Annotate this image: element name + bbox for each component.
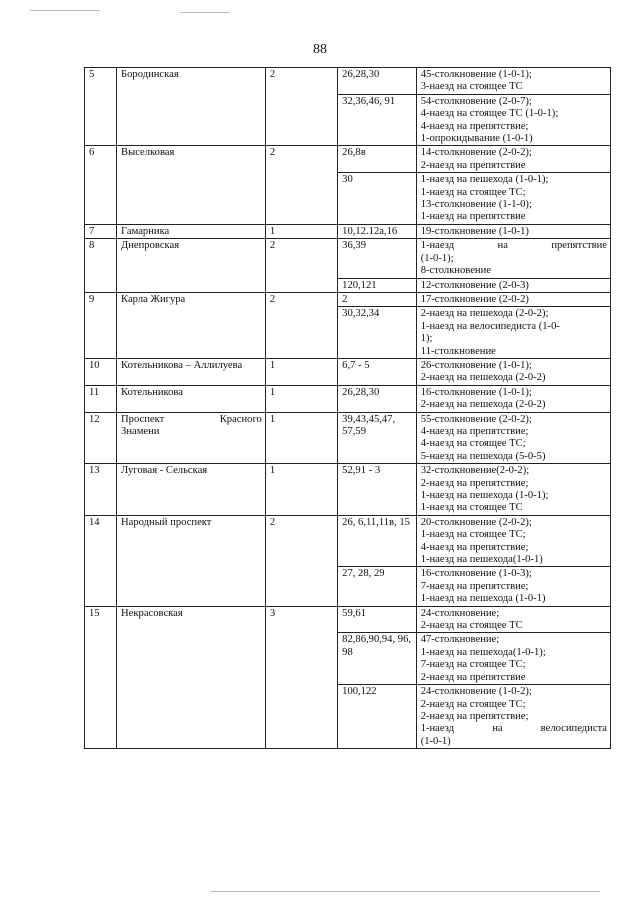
house-numbers-cell: 52,91 - 3 — [338, 464, 417, 516]
lanes-count-cell: 2 — [265, 239, 337, 293]
accident-event-line: 12-столкновение (2-0-3) — [420, 279, 529, 291]
street-name-cell — [117, 464, 266, 516]
scan-artifact-top — [30, 10, 100, 11]
accident-events-cell — [416, 633, 610, 685]
accident-event-line: 20-столкновение (2-0-2); — [420, 516, 532, 528]
accident-event-line: 1-наезд на велосипедиста (1-0- — [420, 320, 560, 332]
accident-events-cell — [416, 68, 610, 95]
accident-event-line: 1-наезд на пешехода(1-0-1); — [420, 646, 546, 658]
accident-event-line: 4-наезд на препятствие; — [420, 541, 529, 553]
table-row — [85, 412, 611, 464]
accident-event-line: 1-опрокидывание (1-0-1) — [420, 133, 533, 145]
house-numbers-cell: 6,7 - 5 — [338, 358, 417, 385]
lanes-count-cell: 1 — [265, 385, 337, 412]
accident-event-line: 1-наезд на стоящее ТС; — [420, 186, 526, 198]
accident-events-cell — [416, 173, 610, 225]
scan-artifact-top-right — [180, 12, 230, 13]
row-number-cell: 7 — [85, 224, 117, 238]
table-row — [85, 515, 611, 567]
accident-events-cell — [416, 464, 610, 516]
accident-table-body — [85, 68, 611, 749]
accident-event-line: 4-наезд на стоящее ТС (1-0-1); — [420, 108, 559, 120]
accident-event-line: 16-столкновение (1-0-3); — [420, 568, 532, 580]
accident-events-cell — [416, 515, 610, 567]
accident-event-line: 1-наезд на пешехода (1-0-1) — [420, 593, 546, 605]
accident-event-line: (1-0-1) — [420, 735, 451, 747]
accident-events-cell — [416, 224, 610, 238]
table-row — [85, 606, 611, 633]
street-name-cell — [117, 68, 266, 146]
accident-events-cell — [416, 358, 610, 385]
lanes-count-cell: 3 — [265, 606, 337, 748]
street-name-line: Бородинская — [121, 69, 179, 80]
street-name-cell — [117, 292, 266, 358]
street-name-line: Выселковая — [121, 147, 175, 159]
table-row — [85, 239, 611, 278]
accident-event-line: 2-наезд на препятствие — [420, 671, 526, 683]
accident-event-line: 3-наезд на стоящее ТС — [420, 81, 523, 93]
accident-event-line: 1-наезд на стоящее ТС — [420, 502, 523, 514]
street-name-cell — [117, 385, 266, 412]
lanes-count-cell: 2 — [265, 515, 337, 606]
accident-table — [84, 67, 611, 749]
page-number: 88 — [313, 42, 327, 57]
accident-event-line: 1-наезд на пешехода (1-0-1); — [420, 174, 549, 186]
street-name-cell — [117, 358, 266, 385]
row-number-cell: 14 — [85, 515, 117, 606]
house-numbers-cell: 27, 28, 29 — [338, 567, 417, 606]
street-name-cell — [117, 239, 266, 293]
accident-events-cell — [416, 606, 610, 633]
street-name-cell — [117, 224, 266, 238]
house-numbers-cell: 82,86,90,94, 96, 98 — [338, 633, 417, 685]
accident-events-cell — [416, 292, 610, 306]
accident-event-line: 2-наезд на пешехода (2-0-2) — [420, 372, 546, 384]
table-row — [85, 224, 611, 238]
table-row — [85, 385, 611, 412]
accident-event-line: 1-наезд на велосипедиста — [420, 723, 607, 735]
table-row — [85, 146, 611, 173]
accident-event-line: 1-наезд на стоящее ТС; — [420, 529, 526, 541]
accident-event-line: 13-столкновение (1-1-0); — [420, 199, 532, 211]
street-name-line: Котельникова – Аллилуева — [121, 359, 243, 371]
scan-artifact-bottom — [210, 891, 600, 892]
table-row — [85, 68, 611, 95]
house-numbers-cell: 100,122 — [338, 685, 417, 749]
accident-events-cell — [416, 385, 610, 412]
street-name-line: Гамарника — [121, 225, 170, 237]
accident-event-line: 4-наезд на препятствие; — [420, 425, 529, 437]
house-numbers-cell: 26,28,30 — [338, 385, 417, 412]
house-numbers-cell: 30,32,34 — [338, 307, 417, 359]
house-numbers-cell: 26,28,30 — [338, 68, 417, 95]
street-name-line: Карла Жигура — [121, 293, 186, 305]
accident-events-cell — [416, 307, 610, 359]
lanes-count-cell: 1 — [265, 464, 337, 516]
accident-event-line: 32-столкновение(2-0-2); — [420, 465, 530, 477]
accident-events-cell — [416, 685, 610, 749]
accident-event-line: 26-столкновение (1-0-1); — [420, 359, 532, 371]
accident-events-cell — [416, 146, 610, 173]
row-number-cell: 9 — [85, 292, 117, 358]
accident-event-line: 5-наезд на пешехода (5-0-5) — [420, 450, 546, 462]
house-numbers-cell: 26,8в — [338, 146, 417, 173]
accident-event-line: 2-наезд на стоящее ТС; — [420, 698, 526, 710]
accident-event-line: 1-наезд на пешехода(1-0-1) — [420, 554, 543, 566]
street-name-line: Луговая - Сельская — [121, 465, 208, 477]
lanes-count-cell: 2 — [265, 68, 337, 146]
accident-events-cell — [416, 94, 610, 146]
accident-event-line: 11-столкновение — [420, 345, 496, 357]
accident-event-line: 19-столкновение (1-0-1) — [420, 225, 529, 237]
house-numbers-cell: 32,36,46, 91 — [338, 94, 417, 146]
row-number-cell: 15 — [85, 606, 117, 748]
street-name-cell — [117, 412, 266, 464]
house-numbers-cell: 59,61 — [338, 606, 417, 633]
accident-event-line: 1-наезд на пешехода (1-0-1); — [420, 490, 549, 501]
accident-events-cell — [416, 278, 610, 292]
street-name-cell — [117, 146, 266, 224]
accident-event-line: 17-столкновение (2-0-2) — [420, 293, 529, 305]
house-numbers-cell: 10,12.12а,16 — [338, 224, 417, 238]
accident-event-line: 2-наезд на пешехода (2-0-2) — [420, 399, 546, 411]
accident-event-line: 24-столкновение (1-0-2); — [420, 686, 532, 698]
table-row — [85, 292, 611, 306]
accident-event-line: (1-0-1); — [420, 252, 454, 264]
house-numbers-cell: 36,39 — [338, 239, 417, 278]
lanes-count-cell: 1 — [265, 358, 337, 385]
row-number-cell: 5 — [85, 68, 117, 146]
accident-event-line: 2-наезд на препятствие; — [420, 477, 529, 489]
accident-event-line: 4-наезд на стоящее ТС; — [420, 438, 526, 450]
street-name-line: Котельникова — [121, 386, 183, 398]
accident-events-cell — [416, 412, 610, 464]
accident-event-line: 45-столкновение (1-0-1); — [420, 69, 532, 80]
house-numbers-cell: 39,43,45,47, 57,59 — [338, 412, 417, 464]
row-number-cell: 12 — [85, 412, 117, 464]
street-name-line: Народный проспект — [121, 516, 212, 528]
lanes-count-cell: 2 — [265, 292, 337, 358]
street-name-cell — [117, 515, 266, 606]
street-name-line: Проспект Красного — [121, 413, 262, 425]
accident-event-line: 55-столкновение (2-0-2); — [420, 413, 532, 425]
accident-event-line: 4-наезд на препятствие; — [420, 120, 529, 132]
table-row — [85, 464, 611, 516]
accident-event-line: 2-наезд на стоящее ТС — [420, 620, 523, 632]
row-number-cell: 13 — [85, 464, 117, 516]
accident-event-line: 54-столкновение (2-0-7); — [420, 95, 532, 107]
accident-event-line: 7-наезд на препятствие; — [420, 580, 529, 592]
accident-event-line: 1-наезд на препятствие — [420, 240, 607, 252]
accident-event-line: 47-столкновение; — [420, 634, 500, 646]
street-name-line: Некрасовская — [121, 607, 183, 619]
accident-events-cell — [416, 239, 610, 278]
house-numbers-cell: 26, 6,11,11в, 15 — [338, 515, 417, 567]
accident-event-line: 14-столкновение (2-0-2); — [420, 147, 532, 159]
accident-events-cell — [416, 567, 610, 606]
street-name-line: Днепровская — [121, 240, 180, 252]
accident-event-line: 1); — [420, 333, 433, 345]
accident-event-line: 2-наезд на пешехода (2-0-2); — [420, 308, 549, 320]
accident-event-line: 1-наезд на препятствие — [420, 211, 526, 223]
lanes-count-cell: 1 — [265, 224, 337, 238]
street-name-line: Знамени — [121, 425, 160, 437]
accident-event-line: 16-столкновение (1-0-1); — [420, 386, 532, 398]
house-numbers-cell: 120,121 — [338, 278, 417, 292]
accident-event-line: 8-столкновение — [420, 265, 491, 277]
row-number-cell: 10 — [85, 358, 117, 385]
table-row — [85, 358, 611, 385]
accident-event-line: 2-наезд на препятствие — [420, 159, 526, 171]
street-name-cell — [117, 606, 266, 748]
accident-event-line: 2-наезд на препятствие; — [420, 710, 529, 722]
accident-event-line: 24-столкновение; — [420, 607, 500, 619]
row-number-cell: 6 — [85, 146, 117, 224]
house-numbers-cell: 2 — [338, 292, 417, 306]
house-numbers-cell: 30 — [338, 173, 417, 225]
row-number-cell: 8 — [85, 239, 117, 293]
row-number-cell: 11 — [85, 385, 117, 412]
accident-event-line: 7-наезд на стоящее ТС; — [420, 659, 526, 671]
lanes-count-cell: 1 — [265, 412, 337, 464]
lanes-count-cell: 2 — [265, 146, 337, 224]
